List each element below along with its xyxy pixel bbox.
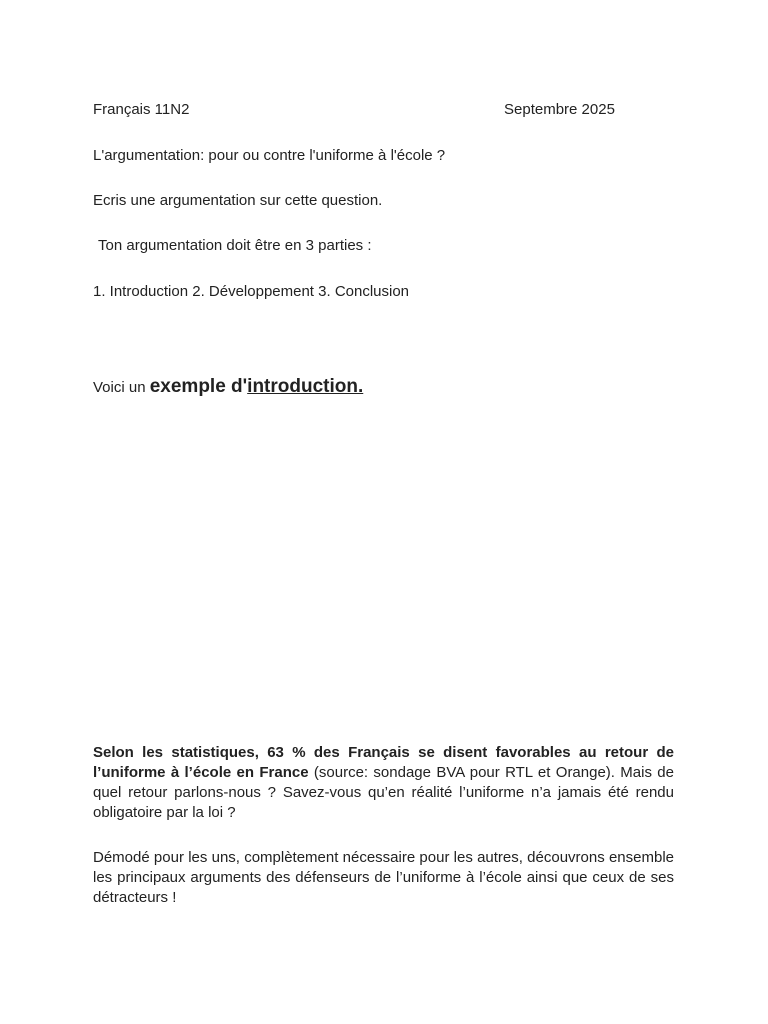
example-underlined: introduction. <box>247 376 364 397</box>
parts-intro-text: Ton argumentation doit être en 3 parties : <box>98 237 372 254</box>
intro-paragraph-1-rest: (source: sondage BVA pour RTL et Orange). Mais de quel retour parlons-nous ? Savez-vous qu’en réalité l’uniforme n’a jamais été rendu obligatoire par la loi ? <box>93 764 674 821</box>
example-bold: exemple d' <box>149 376 248 397</box>
instruction-text: Ecris une argumentation sur cette question. <box>93 192 383 209</box>
intro-paragraph-1 <box>93 743 674 823</box>
course-label: Français 11N2 <box>93 101 190 118</box>
example-lead: Voici un <box>93 379 150 396</box>
intro-paragraph-1-bold: Selon les statistiques, 63 % des Français se disent favorables au retour de l’uniforme à l’école en France <box>93 744 674 781</box>
intro-paragraph-2: Démodé pour les uns, complètement nécessaire pour les autres, découvrons ensemble les principaux arguments des défenseurs de l’uniforme à l’école ainsi que ceux de ses détracteurs ! <box>93 849 674 906</box>
date-label: Septembre 2025 <box>504 101 615 118</box>
example-heading <box>93 374 363 401</box>
question-title: L'argumentation: pour ou contre l'uniforme à l'école ? <box>93 147 446 164</box>
plan-text: 1. Introduction 2. Développement 3. Conclusion <box>93 283 410 300</box>
